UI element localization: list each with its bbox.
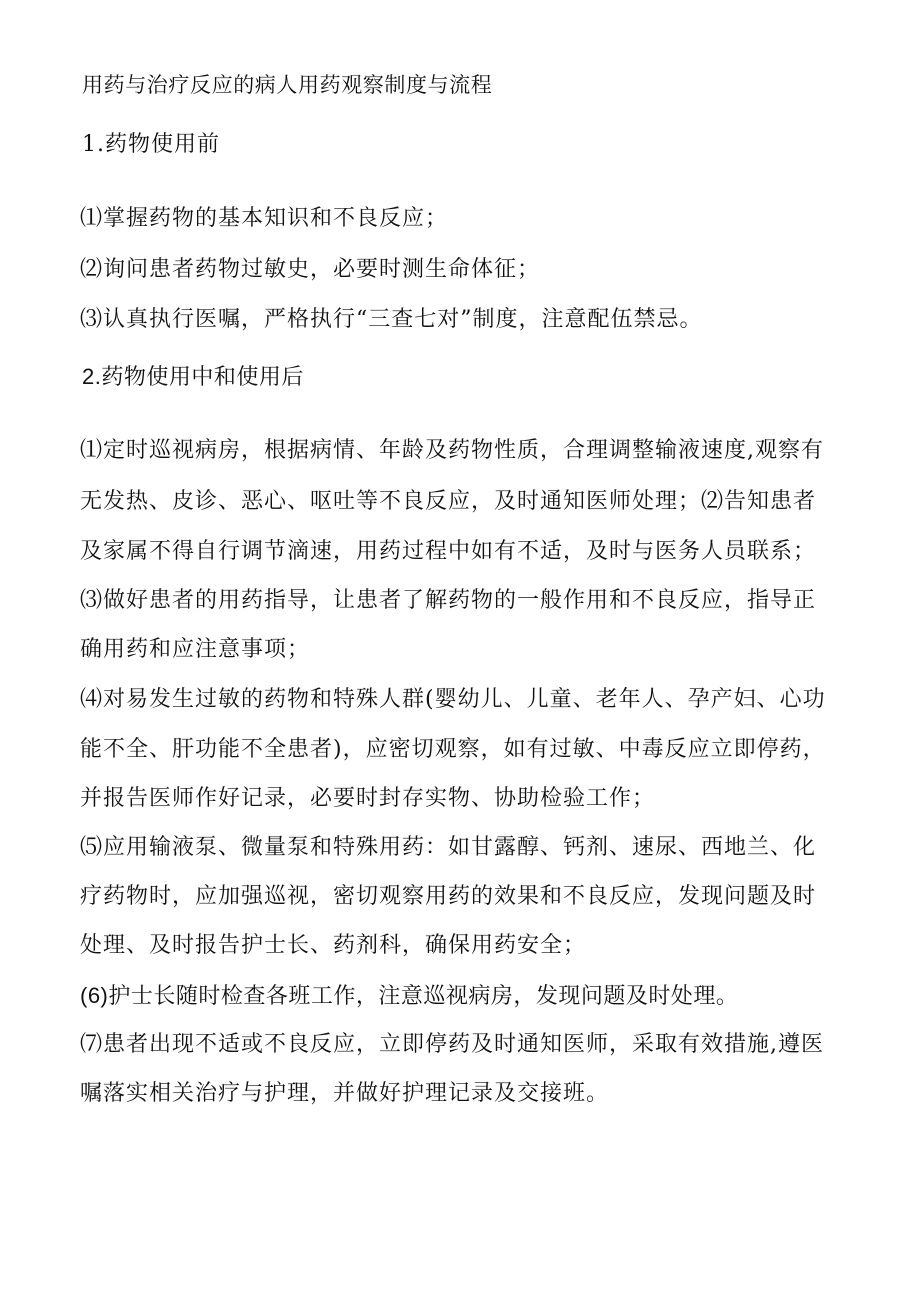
section-2-line: ⑺患者出现不适或不良反应，立即停药及时通知医师，采取有效措施,遵医 <box>80 1032 824 1057</box>
section-1-heading: 1.药物使用前 <box>82 132 220 157</box>
section-2-line: ⑴定时巡视病房，根据病情、年龄及药物性质，合理调整输液速度,观察有 <box>80 438 824 463</box>
section-2-line: ⑸应用输液泵、微量泵和特殊用药：如甘露醇、钙剂、速尿、西地兰、化 <box>80 835 817 860</box>
section-1-item-1: ⑴掌握药物的基本知识和不良反应； <box>80 206 449 231</box>
section-2-line: 并报告医师作好记录，必要时封存实物、协助检验工作； <box>80 786 656 811</box>
section-1-item-3: ⑶认真执行医嘱，严格执行“三查七对”制度，注意配伍禁忌。 <box>80 307 703 332</box>
section-2-line: ⑶做好患者的用药指导，让患者了解药物的一般作用和不良反应，指导正 <box>80 588 817 613</box>
section-2-line: 嘱落实相关治疗与护理，并做好护理记录及交接班。 <box>80 1081 610 1106</box>
document-title: 用药与治疗反应的病人用药观察制度与流程 <box>82 73 493 97</box>
section-2-line: (6)护士长随时检查各班工作，注意巡视病房，发现问题及时处理。 <box>80 983 739 1008</box>
section-2-line: ⑷对易发生过敏的药物和特殊人群(婴幼儿、儿童、老年人、孕产妇、心功 <box>80 687 826 712</box>
section-2-line: 能不全、肝功能不全患者)，应密切观察，如有过敏、中毒反应立即停药， <box>80 737 826 762</box>
section-2-line: 及家属不得自行调节滴速，用药过程中如有不适，及时与医务人员联系； <box>80 539 817 564</box>
section-2-line: 无发热、皮诊、恶心、呕吐等不良反应，及时通知医师处理；⑵告知患者 <box>80 489 817 514</box>
section-2-line: 确用药和应注意事项； <box>80 637 311 662</box>
section-1-item-2: ⑵询问患者药物过敏史，必要时测生命体征； <box>80 257 541 282</box>
section-2-line: 处理、及时报告护士长、药剂科，确保用药安全； <box>80 933 587 958</box>
section-2-line: 疗药物时，应加强巡视，密切观察用药的效果和不良反应，发现问题及时 <box>80 884 817 909</box>
section-2-heading: 2.药物使用中和使用后 <box>82 364 304 389</box>
